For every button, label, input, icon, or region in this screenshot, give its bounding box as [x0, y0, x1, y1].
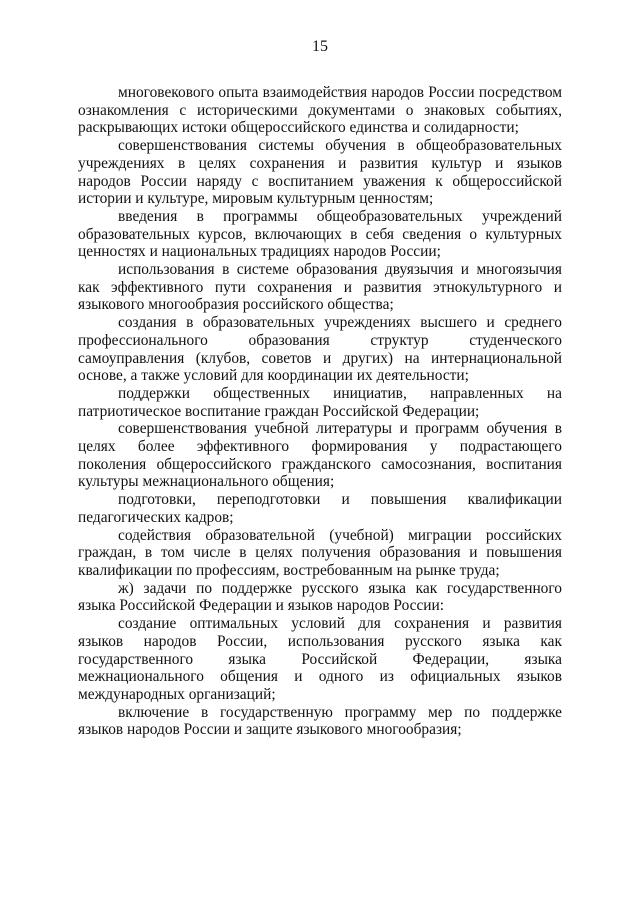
text-line: введения в программы общеобразовательных учреждений [118, 207, 562, 225]
text-line: квалификации по профессиям, востребованным на рынке труда; [78, 561, 500, 579]
text-line: профессионального образования структур студенческого [78, 331, 562, 349]
paragraph [78, 261, 562, 314]
text-line: раскрывающих истоки общероссийского единства и солидарности; [78, 119, 519, 137]
text-line: государственного языка Российской Федерации, языка [78, 650, 562, 668]
text-line: культуры межнационального общения; [78, 473, 335, 491]
paragraph [78, 527, 562, 580]
text-line: создания в образовательных учреждениях высшего и среднего [118, 314, 562, 332]
text-line: межнационального общения и одного из официальных языков [78, 668, 562, 686]
text-line: ценностях и национальных традициях народов России; [78, 243, 441, 261]
text-line: педагогических кадров; [78, 508, 234, 526]
text-line: целях более эффективного формирования у подрастающего [78, 438, 562, 456]
text-line: граждан, в том числе в целях получения образования и повышения [78, 544, 562, 562]
text-line: международных организаций; [78, 685, 276, 703]
text-line: языков народов России и защите языкового многообразия; [78, 721, 462, 739]
text-line: многовекового опыта взаимодействия народов России посредством [118, 84, 562, 101]
text-line: образовательных курсов, включающих в себя сведения о культурных [78, 225, 562, 243]
text-line: включение в государственную программу мер по поддержке [118, 703, 562, 721]
text-line: содействия образовательной (учебной) миграции российских [118, 526, 562, 544]
text-line: как эффективного пути сохранения и развития этнокультурного и [78, 278, 562, 296]
paragraph [78, 420, 562, 491]
text-line: создание оптимальных условий для сохранения и развития [118, 615, 562, 633]
paragraph [78, 704, 562, 739]
text-line: языков народов России, использования русского языка как [78, 632, 562, 650]
paragraph [78, 385, 562, 420]
paragraph [78, 208, 562, 261]
text-line: совершенствования учебной литературы и программ обучения в [118, 420, 562, 438]
paragraph [78, 84, 562, 137]
text-line: совершенствования системы обучения в общеобразовательных [118, 137, 562, 155]
text-line: подготовки, переподготовки и повышения квалификации [118, 491, 562, 509]
text-line: народов России наряду с воспитанием уважения к общероссийской [78, 172, 562, 190]
text-line: поколения общероссийского гражданского самосознания, воспитания [78, 455, 562, 473]
paragraph [78, 314, 562, 385]
text-line: поддержки общественных инициатив, направленных на [118, 384, 562, 402]
paragraph [78, 137, 562, 208]
text-line: самоуправления (клубов, советов и других) на интернациональной [78, 349, 562, 367]
page-number: 15 [312, 38, 328, 55]
document-body [78, 84, 562, 739]
text-line: учреждениях в целях сохранения и развития культур и языков [78, 154, 562, 172]
text-line: основе, а также условий для координации их деятельности; [78, 367, 469, 385]
text-line: языкового многообразия российского общества; [78, 296, 394, 314]
paragraph [78, 580, 562, 615]
paragraph [78, 491, 562, 526]
text-line: использования в системе образования двуязычия и многоязычия [118, 261, 562, 279]
text-line: языка Российской Федерации и языков народов России: [78, 597, 445, 615]
paragraph [78, 615, 562, 704]
text-line: ознакомления с историческими документами о знаковых событиях, [78, 101, 562, 119]
text-line: патриотическое воспитание граждан Российской Федерации; [78, 402, 480, 420]
text-line: ж) задачи по поддержке русского языка как государственного [118, 579, 562, 597]
text-line: истории и культуре, мировым культурным ценностям; [78, 190, 434, 208]
